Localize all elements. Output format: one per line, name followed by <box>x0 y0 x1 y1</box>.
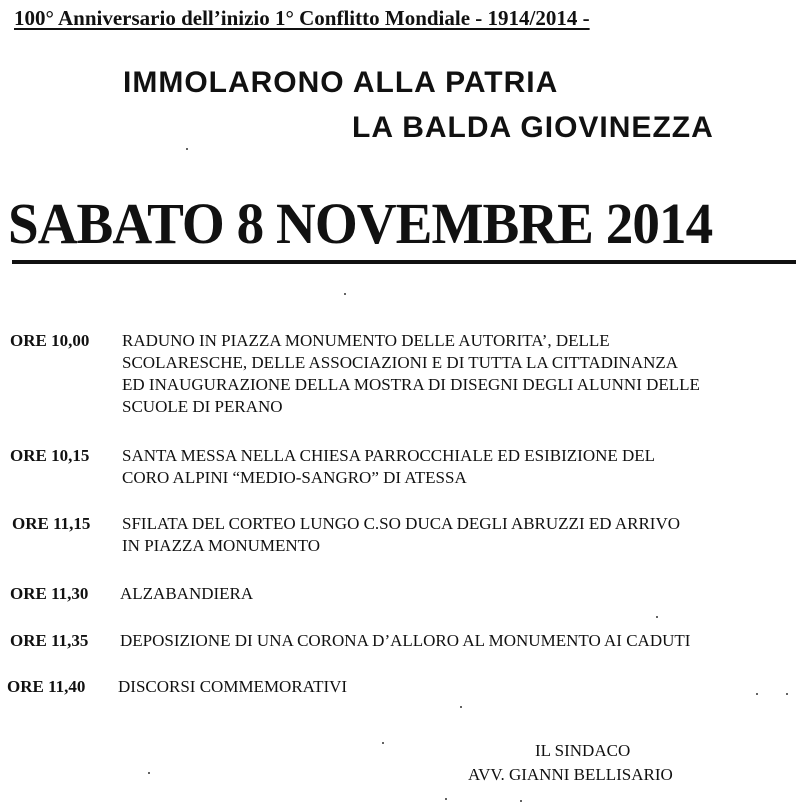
scan-speck <box>656 616 658 618</box>
description-line: DISCORSI COMMEMORATIVI <box>118 677 348 696</box>
schedule-time: ORE 10,15 <box>10 446 90 465</box>
title-line-1: IMMOLARONO ALLA PATRIA <box>123 66 559 99</box>
title-line-2: LA BALDA GIOVINEZZA <box>352 111 714 144</box>
description-line: RADUNO IN PIAZZA MONUMENTO DELLE AUTORITA’, DELLE <box>122 331 610 350</box>
schedule-time: ORE 10,00 <box>10 331 90 350</box>
date-underline <box>12 260 796 264</box>
scan-speck <box>460 706 462 708</box>
schedule-time: ORE 11,30 <box>10 584 89 603</box>
description-line: DEPOSIZIONE DI UNA CORONA D’ALLORO AL MONUMENTO AI CADUTI <box>120 631 691 650</box>
schedule-time: ORE 11,40 <box>7 677 86 696</box>
schedule-description <box>122 513 680 557</box>
signature-name: AVV. GIANNI BELLISARIO <box>468 765 673 784</box>
description-line: SCUOLE DI PERANO <box>122 397 283 416</box>
schedule-time: ORE 11,35 <box>10 631 89 650</box>
scan-speck <box>786 693 788 695</box>
schedule-description <box>122 445 655 489</box>
scan-speck <box>756 693 758 695</box>
description-line: SANTA MESSA NELLA CHIESA PARROCCHIALE ED ESIBIZIONE DEL <box>122 446 656 465</box>
schedule-description <box>118 676 347 698</box>
schedule-description <box>120 630 690 652</box>
description-line: SCOLARESCHE, DELLE ASSOCIAZIONI E DI TUTTA LA CITTADINANZA <box>122 353 679 372</box>
scan-speck <box>382 742 384 744</box>
description-line: IN PIAZZA MONUMENTO <box>122 536 321 555</box>
signature-role: IL SINDACO <box>535 741 631 760</box>
scan-speck <box>520 800 522 802</box>
description-line: ALZABANDIERA <box>120 584 254 603</box>
scan-speck <box>148 772 150 774</box>
schedule-time: ORE 11,15 <box>12 514 91 533</box>
description-line: CORO ALPINI “MEDIO-SANGRO” DI ATESSA <box>122 468 467 487</box>
scan-speck <box>186 148 188 150</box>
description-line: SFILATA DEL CORTEO LUNGO C.SO DUCA DEGLI ABRUZZI ED ARRIVO <box>122 514 680 533</box>
schedule-description <box>122 330 700 418</box>
description-line: ED INAUGURAZIONE DELLA MOSTRA DI DISEGNI DEGLI ALUNNI DELLE <box>122 375 700 394</box>
scan-speck <box>445 798 447 800</box>
anniversary-header: 100° Anniversario dell’inizio 1° Conflitto Mondiale - 1914/2014 - <box>14 6 590 30</box>
schedule-description <box>120 583 253 605</box>
scan-speck <box>344 293 346 295</box>
event-date: SABATO 8 NOVEMBRE 2014 <box>8 191 713 256</box>
